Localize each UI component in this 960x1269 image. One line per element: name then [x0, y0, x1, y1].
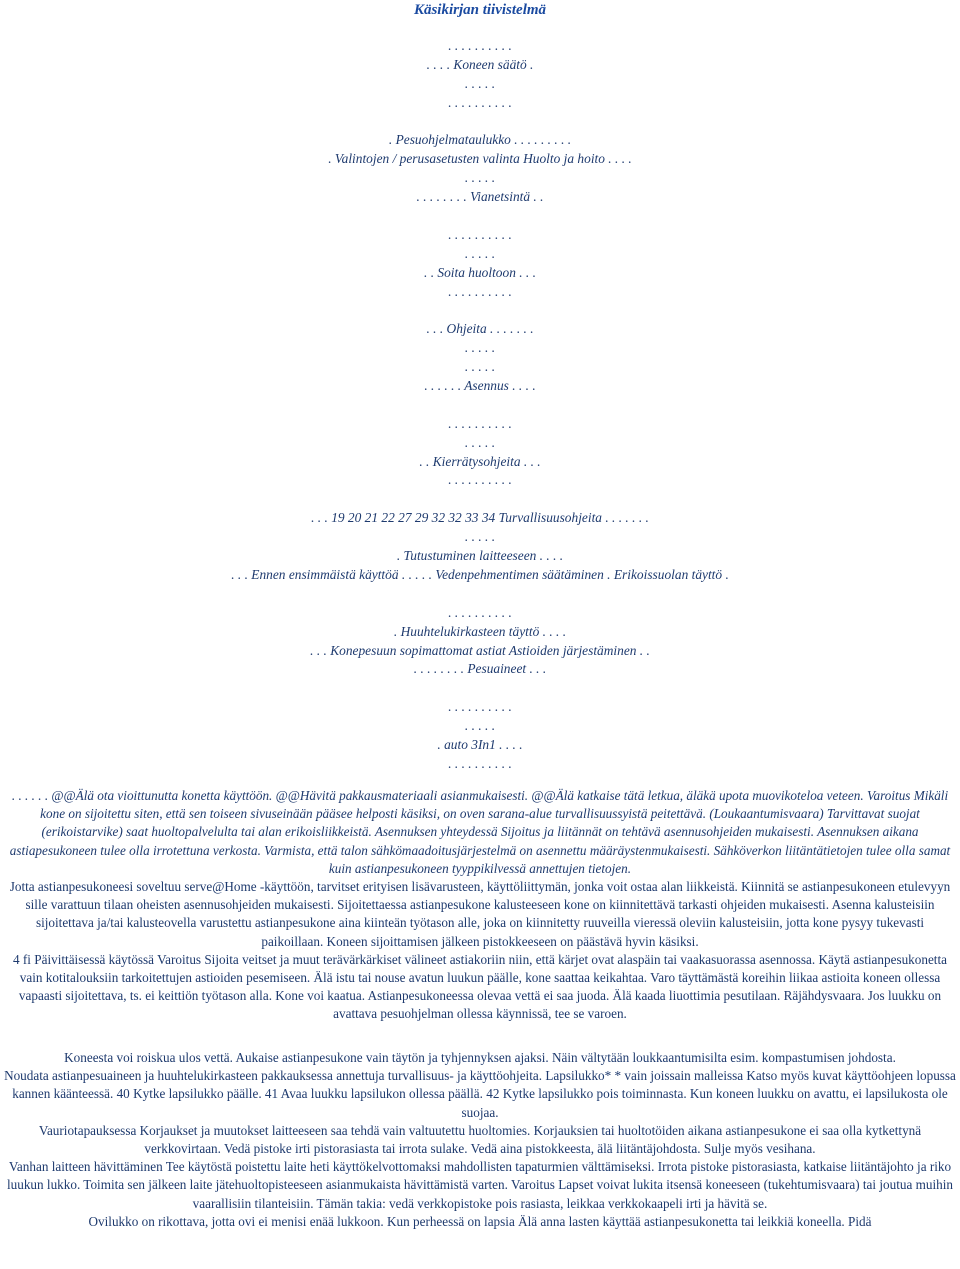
toc-line: . . . . . . . . . .	[448, 283, 512, 299]
toc-line: . Huuhtelukirkasteen täyttö . . . .	[393, 623, 567, 639]
paragraph-damage: Vauriotapauksessa Korjaukset ja muutokset laitteeseen saa tehdä vain valtuutettu huoltomies. Korjauksien tai huoltotöiden aikana astianpesukone ei saa olla kytkettynä verkkovirtaan. Vedä pistoke irti pistorasiasta tai irrota sulake. Vedä aina pistokkeesta, älä liitäntäjohdosta. Sulje myös vesihana.	[38, 1122, 922, 1157]
toc-line: . . . . Koneen säätö .	[426, 56, 534, 72]
toc-spacer	[0, 301, 960, 320]
toc-spacer	[0, 207, 960, 226]
toc-spacer	[0, 113, 960, 132]
paragraph-splash: Koneesta voi roiskua ulos vettä. Aukaise astianpesukone vain täytön ja tyhjennyksen ajaksi. Näin vältytään loukkaantumisilta esim. kompastumisen johdosta.	[64, 1050, 896, 1065]
paragraph-children: Ovilukko on rikottava, jotta ovi ei menisi enää lukkoon. Kun perheessä on lapsia Älä anna lasten käyttää astianpesukonetta tai leikkiä koneella. Pidä	[88, 1213, 872, 1229]
paragraph-disposal: Vanhan laitteen hävittäminen Tee käytöstä poistettu laite heti käyttökelvottomaksi mahdollisten tapaturmien välttämiseksi. Irrota pistoke pistorasiasta, katkaise liitäntäjohto ja riko luukun lukko. Toimita sen jälkeen laite jätehuoltopisteeseen asianmukaista hävittämistä varten. Varoitus Lapset voivat lukita itsensä koneeseen (tukehtumisvaara) tai joutua muihin vaarallisiin tilanteisiin. Tämän takia: vedä verkkopistoke pois rasiasta, leikkaa verkkokaapeli irti ja hävitä se.	[6, 1159, 953, 1211]
table-of-contents	[0, 37, 960, 793]
toc-line: . . . . .	[464, 434, 496, 450]
toc-line: . . . . .	[464, 359, 496, 375]
toc-line: . . Kierrätysohjeita . . .	[419, 453, 541, 469]
page-title: Käsikirjan tiivistelmä	[413, 2, 547, 18]
toc-line: . . . . .	[464, 529, 496, 545]
toc-line: . . Soita huoltoon . . .	[424, 264, 536, 280]
paragraph-child-lock: Noudata astianpesuaineen ja huuhtelukirkasteen pakkauksessa annettuja turvallisuus- ja käyttöohjeita. Lapsilukko* * vain joissain malleissa Katso myös kuvat käyttöohjeen lopussa kannen käänteessä. 40 Kytke lapsilukko päälle. 41 Avaa luukku lapsilukon ollessa päällä. 42 Kytke lapsilukko pois toiminnasta. Kun koneen luukku on avattu, ei lapsilukosta ole suojaa.	[4, 1068, 956, 1120]
toc-spacer	[0, 679, 960, 698]
toc-line: . Pesuohjelmataulukko . . . . . . . . .	[388, 132, 572, 148]
toc-line: . . . . . . . . . .	[448, 755, 512, 771]
toc-line: . . . . .	[464, 245, 496, 261]
toc-line: . . . . .	[464, 75, 496, 91]
toc-line: . . . . . . . . . .	[448, 38, 512, 53]
toc-line: . . . . . . . . Pesuaineet . . .	[413, 661, 547, 677]
toc-line: . . . Ohjeita . . . . . . .	[426, 321, 534, 337]
toc-line: . . . . .	[464, 718, 496, 734]
toc-line: . . . Ennen ensimmäistä käyttöä . . . . . Vedenpehmentimen säätäminen . Erikoissuolan täyttö .	[231, 566, 729, 582]
toc-line: . . . . . . . . . .	[448, 94, 512, 110]
toc-line: . . . . . . . . . .	[448, 472, 512, 488]
safety-text-block-2	[4, 1049, 956, 1231]
toc-line: . . . . . . . . . .	[448, 699, 512, 715]
toc-line: . Tutustuminen laitteeseen . . . .	[396, 548, 564, 564]
toc-line: . . . 19 20 21 22 27 29 32 32 33 34 Turvallisuusohjeita . . . . . . .	[311, 510, 649, 526]
toc-line: . auto 3In1 . . . .	[437, 736, 523, 752]
toc-spacer	[0, 396, 960, 415]
toc-line: . Valintojen / perusasetusten valinta Huolto ja hoito . . . .	[328, 151, 632, 167]
toc-line: . . . . . . . . . .	[448, 226, 512, 242]
paragraph-warnings: . . . . . . @@Älä ota vioittunutta konetta käyttöön. @@Hävitä pakkausmateriaali asianmukaisesti. @@Älä katkaise tätä letkua, äläkä upota muovikoteloa veteen. Varoitus Mikäli kone on sijoitettu siten, että sen toiseen sivuseinään pääsee helposti käsiksi, on oven sarana-alue turvallisuussyistä peitettävä. (Loukaantumisvaara) Tarvittavat suojat (erikoistarvike) saat huoltopalvelulta tai alan erikoisliikkeistä. Asennuksen yhteydessä Sijoitus ja liitännät on tehtävä asennusohjeiden mukaisesti. Asennuksen aikana astiapesukoneen tulee olla irrotettuna verkosta. Varmista, että talon sähkömaadoitusjärjestelmä on asennettu määräystenmukaisesti. Sähköverkon liitäntätietojen tulee olla samat kuin astianpesukoneen tyyppikilvessä annettujen tietojen.	[9, 788, 951, 876]
safety-text-block-1	[4, 787, 956, 1024]
toc-line: . . . . . . Asennus . . . .	[424, 378, 536, 394]
paragraph-daily-use: 4 fi Päivittäisessä käytössä Varoitus Sijoita veitset ja muut terävärkärkiset välineet astiakoriin niin, että kärjet ovat alaspäin tai vaakasuorassa asennossa. Käytä astianpesukonetta vain kotitalouksiin tarkoitettujen astioiden pesemiseen. Älä istu tai nouse avatun luukun päälle, kone saattaa keikahtaa. Varo täyttämästä koreihin liikaa astioita koneen ollessa vapaasti sijoitettava, ts. ei keittiön työtason alla. Kone voi kaatua. Astianpesukoneessa olevaa vettä ei saa juoda. Älä kaada liuottimia pesutilaan. Räjähdysvaara. Jos luukku on avattava pesuohjelman ollessa käynnissä, tee se varoen.	[13, 951, 947, 1022]
toc-line: . . . . .	[464, 170, 496, 186]
toc-line: . . . Konepesuun sopimattomat astiat Astioiden järjestäminen . .	[310, 642, 650, 658]
toc-spacer	[0, 490, 960, 509]
toc-line: . . . . . . . . . .	[448, 604, 512, 620]
paragraph-installation: Jotta astianpesukoneesi soveltuu serve@Home -käyttöön, tarvitset erityisen lisävarusteen, käyttöliittymän, jonka voit ostaa alan liikkeistä. Kiinnitä se astianpesukoneen etulevyyn sille varattuun tilaan oheisten asennusohjeiden mukaisesti. Sijoitettaessa astianpesukone kalusteeseen kone on kiinnitettävä tarkasti ohjeiden mukaisesti. Asenna kalusteisiin sijoitettava ja/tai kalusteovella varustettu astianpesukone aina kiinteän työtason alle, joka on kiinnitetty ruuveilla vieressä oleviin kalusteisiin, jotta kone pysyy tukevasti paikoillaan. Koneen sijoittamisen jälkeen pistokkeeseen on päästävä hyvin käsiksi.	[9, 879, 951, 949]
toc-line: . . . . . . . . Vianetsintä . .	[416, 189, 544, 205]
toc-line: . . . . .	[464, 340, 496, 356]
toc-spacer	[0, 585, 960, 604]
toc-line: . . . . . . . . . .	[448, 415, 512, 431]
